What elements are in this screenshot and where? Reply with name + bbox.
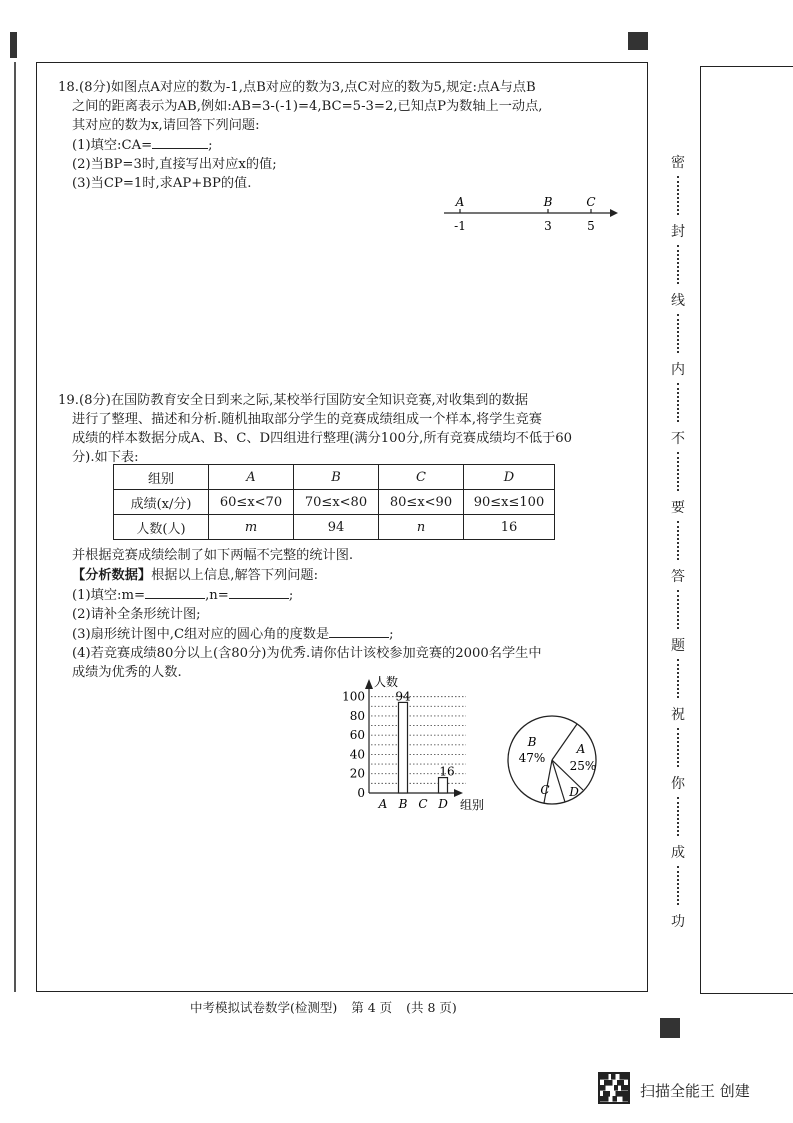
- y-tick-label: 0: [357, 786, 365, 800]
- seal-char: 线: [671, 293, 685, 309]
- table-row-count: [114, 515, 555, 540]
- seal-dots: [677, 521, 681, 560]
- x-tick-labels: [378, 797, 449, 811]
- q19-sub1-prefix: (1)填空:m=: [72, 588, 146, 603]
- bar-chart: [338, 675, 498, 815]
- q18-line3: 其对应的数为x,请回答下列问题:: [72, 118, 260, 133]
- n-blank[interactable]: [229, 586, 289, 599]
- table-cell: C: [379, 465, 464, 490]
- x-tick-label: C: [418, 797, 428, 811]
- q19-sub1-mid: ,n=: [205, 588, 229, 603]
- y-tick-label: 80: [349, 708, 365, 723]
- seal-char: 答: [671, 569, 685, 585]
- pie-slice-percent: 25%: [569, 759, 597, 773]
- q18-sub1-prefix: (1)填空:CA=: [72, 138, 153, 153]
- q19-sub3-prefix: (3)扇形统计图中,C组对应的圆心角的度数是: [72, 627, 330, 642]
- y-axis-arrow: [365, 679, 373, 689]
- q19-analysis: [72, 567, 318, 585]
- pie-slice-label: B: [527, 735, 537, 749]
- q19-line1: 19.(8分)在国防教育安全日到来之际,某校举行国防安全知识竞赛,对收集到的数据: [58, 393, 529, 408]
- x-axis-label: 组别: [460, 798, 485, 812]
- bar-value-label: 16: [439, 764, 455, 779]
- seal-char: 题: [671, 638, 685, 654]
- seal-dots: [677, 797, 681, 836]
- q19-sub1: [72, 586, 293, 605]
- seal-dots: [677, 314, 681, 353]
- point-c: [586, 195, 595, 233]
- q18-line2: 之间的距离表示为AB,例如:AB=3-(-1)=4,BC=5-3=2,已知点P为数轴上一动点,: [72, 99, 543, 114]
- table-cell: m: [209, 515, 294, 540]
- seal-dots: [677, 866, 681, 905]
- q18-sub2: (2)当BP=3时,直接写出对应x的值;: [72, 157, 277, 172]
- pie-slice-d: [568, 785, 579, 799]
- pie-divider-ba: [552, 724, 577, 760]
- seal-char: 封: [671, 224, 685, 240]
- bottom-right-mark: [660, 1018, 680, 1038]
- watermark-text: 扫描全能王 创建: [640, 1082, 750, 1100]
- bar-D: [439, 778, 448, 793]
- q19-line4: 分).如下表:: [72, 450, 139, 465]
- seal-dots: [677, 245, 681, 284]
- footer-page: 第 4 页: [351, 1000, 393, 1015]
- footer-total: (共 8 页): [406, 1000, 457, 1015]
- q18-sub1: [72, 136, 213, 155]
- angle-blank[interactable]: [329, 625, 389, 638]
- pie-slice-a: [570, 742, 597, 773]
- bar-B: [399, 702, 408, 793]
- seal-char: 成: [671, 845, 685, 861]
- x-tick-label: A: [378, 797, 388, 811]
- q19-after-table: 并根据竞赛成绩绘制了如下两幅不完整的统计图.: [72, 548, 354, 563]
- y-tick-label: 100: [342, 689, 365, 704]
- y-tick-label: 40: [349, 747, 365, 762]
- pie-slice-label: A: [576, 742, 586, 756]
- seal-char: 密: [671, 155, 685, 171]
- table-header-group: 组别: [114, 465, 209, 490]
- score-table: [113, 464, 555, 540]
- table-cell: 16: [464, 515, 555, 540]
- q19-sub1-suffix: ;: [288, 588, 294, 603]
- q18-sub1-blank[interactable]: [152, 136, 208, 149]
- table-header-score: 成绩(x/分): [114, 490, 209, 515]
- q19-line2: 进行了整理、描述和分析.随机抽取部分学生的竞赛成绩组成一个样本,将学生竞赛: [72, 412, 542, 427]
- seal-dots: [677, 383, 681, 422]
- seal-char: 你: [671, 776, 685, 792]
- table-cell: 90≤x≤100: [464, 490, 555, 515]
- pie-slice-label: D: [569, 785, 579, 799]
- seal-dots: [677, 728, 681, 767]
- q18-sub3: (3)当CP=1时,求AP+BP的值.: [72, 176, 252, 191]
- left-edge-line: [14, 62, 16, 992]
- seal-char: 功: [671, 914, 685, 930]
- q19-sub3-suffix: ;: [389, 627, 394, 642]
- x-tick-label: D: [438, 797, 448, 811]
- pie-slice-b: [519, 735, 546, 765]
- point-a: [454, 195, 466, 233]
- seal-char: 内: [671, 362, 685, 378]
- point-b-letter: B: [543, 195, 553, 209]
- left-edge-mark: [10, 32, 17, 58]
- seal-dots: [677, 659, 681, 698]
- side-frame: [700, 66, 793, 994]
- seal-dots: [677, 590, 681, 629]
- q19-line3: 成绩的样本数据分成A、B、C、D四组进行整理(满分100分,所有竞赛成绩均不低于60: [72, 431, 572, 446]
- q18-sub1-suffix: ;: [208, 138, 213, 153]
- seal-char: 祝: [671, 707, 685, 723]
- seal-dots: [677, 452, 681, 491]
- point-c-letter: C: [586, 195, 596, 209]
- bar-value-label: 94: [395, 689, 411, 704]
- q18-line1: 18.(8分)如图点A对应的数为-1,点B对应的数为3,点C对应的数为5,规定:点A与点B: [58, 80, 536, 95]
- x-axis-arrow: [454, 789, 463, 797]
- seal-char: 要: [671, 500, 685, 516]
- table-cell: 80≤x<90: [379, 490, 464, 515]
- q19-sub4-line1: (4)若竞赛成绩80分以上(含80分)为优秀.请你估计该校参加竞赛的2000名学生中: [72, 646, 542, 661]
- seal-dots: [677, 176, 681, 215]
- qr-code-icon: [598, 1072, 630, 1104]
- q19-sub3: [72, 625, 394, 644]
- point-a-value: -1: [454, 219, 466, 233]
- x-tick-label: B: [398, 797, 408, 811]
- table-header-count: 人数(人): [114, 515, 209, 540]
- table-cell: A: [209, 465, 294, 490]
- page-footer: [190, 998, 457, 1016]
- table-cell: 94: [294, 515, 379, 540]
- m-blank[interactable]: [145, 586, 205, 599]
- table-cell: D: [464, 465, 555, 490]
- bar-marks: [395, 689, 454, 793]
- y-tick-label: 20: [349, 766, 365, 781]
- table-row-group: [114, 465, 555, 490]
- y-tick-label: 60: [349, 728, 365, 743]
- table-cell: n: [379, 515, 464, 540]
- pie-slice-percent: 47%: [518, 751, 546, 765]
- table-cell: 70≤x<80: [294, 490, 379, 515]
- table-cell: B: [294, 465, 379, 490]
- table-cell: 60≤x<70: [209, 490, 294, 515]
- pie-slice-c: [540, 783, 549, 797]
- table-row-score: [114, 490, 555, 515]
- point-b-value: 3: [544, 219, 552, 233]
- seal-char: 不: [671, 431, 685, 447]
- footer-title: 中考模拟试卷数学(检测型): [190, 1000, 338, 1015]
- analysis-text: 根据以上信息,解答下列问题:: [151, 568, 319, 583]
- analysis-label: 【分析数据】: [72, 568, 152, 583]
- pie-chart: [505, 708, 601, 810]
- top-right-mark: [628, 32, 648, 50]
- pie-slice-label: C: [540, 783, 550, 797]
- number-line: [440, 192, 620, 238]
- point-b: [543, 195, 553, 233]
- point-c-value: 5: [587, 219, 595, 233]
- y-axis-label: 人数: [374, 675, 399, 689]
- q19-sub4-line2: 成绩为优秀的人数.: [72, 665, 182, 680]
- point-a-letter: A: [455, 195, 465, 209]
- q19-sub2: (2)请补全条形统计图;: [72, 607, 201, 622]
- y-tick-labels: [342, 690, 365, 800]
